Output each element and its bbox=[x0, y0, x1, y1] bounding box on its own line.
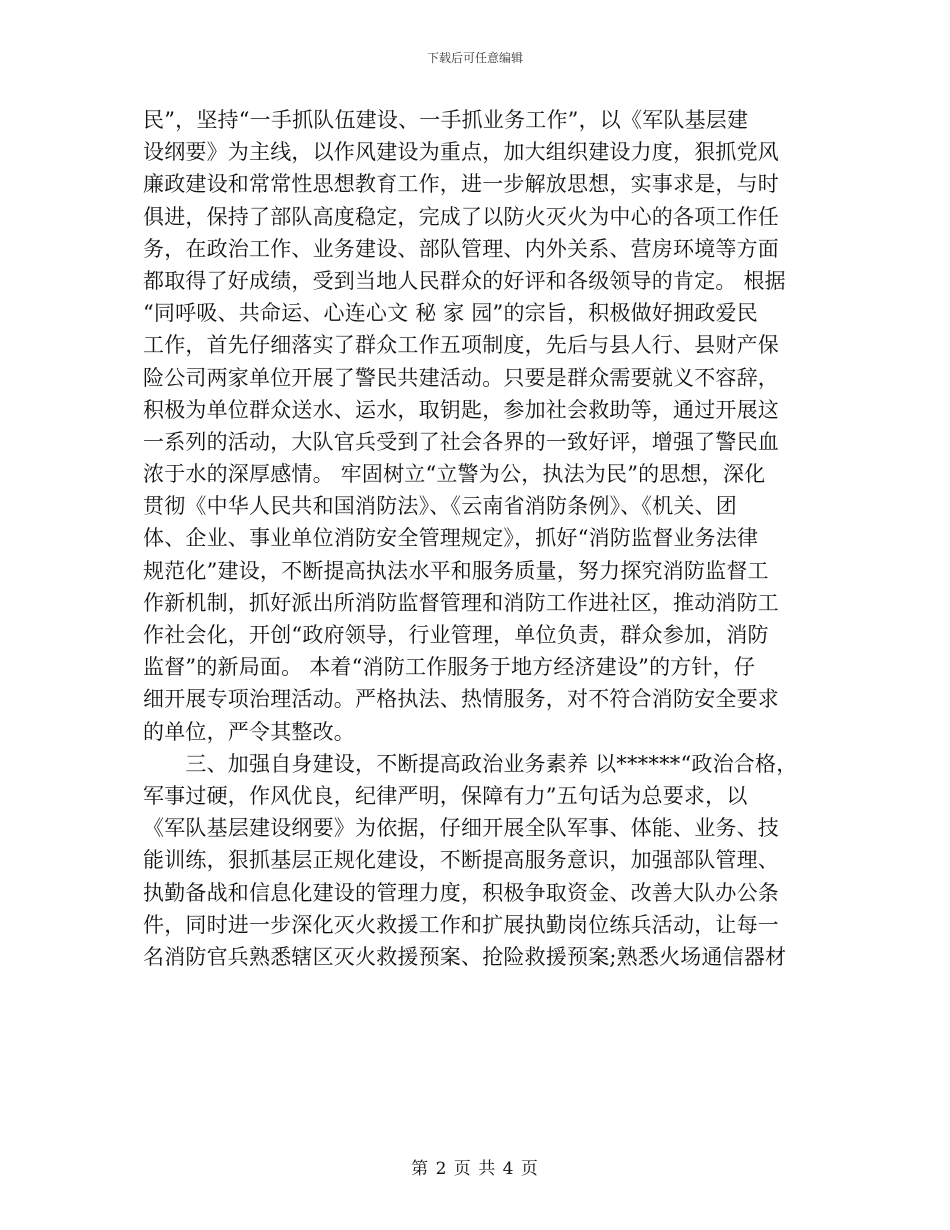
body-line: 作新机制，抓好派出所消防监督管理和消防工作进社区，推动消防工 bbox=[143, 590, 779, 615]
body-line: 名消防官兵熟悉辖区灭火救援预案、抢险救援预案;熟悉火场通信器材 bbox=[143, 944, 787, 969]
body-line: 险公司两家单位开展了警民共建活动。只要是群众需要就义不容辞， bbox=[143, 365, 779, 390]
body-line: 务，在政治工作、业务建设、部队管理、内外关系、营房环境等方面 bbox=[143, 236, 779, 261]
section-heading-line: 三、加强自身建设，不断提高政治业务素养 以******“政治合格， bbox=[143, 751, 798, 776]
body-line: 执勤备战和信息化建设的管理力度，积极争取资金、改善大队办公条 bbox=[143, 880, 779, 905]
body-line: 件，同时进一步深化灭火救援工作和扩展执勤岗位练兵活动，让每一 bbox=[143, 912, 779, 937]
body-line: 军事过硬，作风优良，纪律严明，保障有力”五句话为总要求，以 bbox=[143, 783, 748, 808]
body-line: 贯彻《中华人民共和国消防法》、《云南省消防条例》、《机关、团 bbox=[143, 494, 737, 519]
body-line: 体、企业、事业单位消防安全管理规定》，抓好“消防监督业务法律 bbox=[143, 526, 759, 551]
body-line: 一系列的活动，大队官兵受到了社会各界的一致好评，增强了警民血 bbox=[143, 429, 779, 454]
body-line: 《军队基层建设纲要》为依据，仔细开展全队军事、体能、业务、技 bbox=[143, 816, 779, 841]
body-line: 设纲要》为主线，以作风建设为重点，加大组织建设力度，狠抓党风 bbox=[143, 140, 779, 165]
body-line: 积极为单位群众送水、运水，取钥匙，参加社会救助等，通过开展这 bbox=[143, 397, 779, 422]
page-number-footer: 第 2 页 共 4 页 bbox=[411, 1159, 539, 1179]
body-line: 廉政建设和常常性思想教育工作，进一步解放思想，实事求是，与时 bbox=[143, 172, 779, 197]
body-line: 民”，坚持“一手抓队伍建设、一手抓业务工作”，以《军队基层建 bbox=[143, 108, 749, 132]
body-line: 能训练，狠抓基层正规化建设，不断提高服务意识，加强部队管理、 bbox=[143, 848, 779, 873]
body-line: 俱进，保持了部队高度稳定，完成了以防火灭火为中心的各项工作任 bbox=[143, 204, 779, 229]
body-line: 作社会化，开创“政府领导，行业管理，单位负责，群众参加，消防 bbox=[143, 623, 769, 647]
body-line: 监督”的新局面。 本着“消防工作服务于地方经济建设”的方针，仔 bbox=[143, 655, 756, 680]
body-line: 工作，首先仔细落实了群众工作五项制度，先后与县人行、县财产保 bbox=[143, 333, 779, 358]
body-line: 浓于水的深厚感情。 牢固树立“立警为公，执法为民”的思想，深化 bbox=[143, 462, 766, 487]
body-line: 都取得了好成绩，受到当地人民群众的好评和各级领导的肯定。 根据 bbox=[143, 268, 786, 293]
body-line: 的单位，严令其整改。 bbox=[143, 719, 355, 744]
body-line: “同呼吸、共命运、心连心文 秘 家 园”的宗旨，积极做好拥政爱民 bbox=[143, 301, 758, 326]
document-body bbox=[143, 104, 815, 973]
page-header: 下载后可任意编辑 bbox=[426, 51, 523, 65]
body-line: 细开展专项治理活动。严格执法、热情服务，对不符合消防安全要求 bbox=[143, 687, 779, 712]
body-line: 规范化”建设，不断提高执法水平和服务质量，努力探究消防监督工 bbox=[143, 558, 769, 583]
